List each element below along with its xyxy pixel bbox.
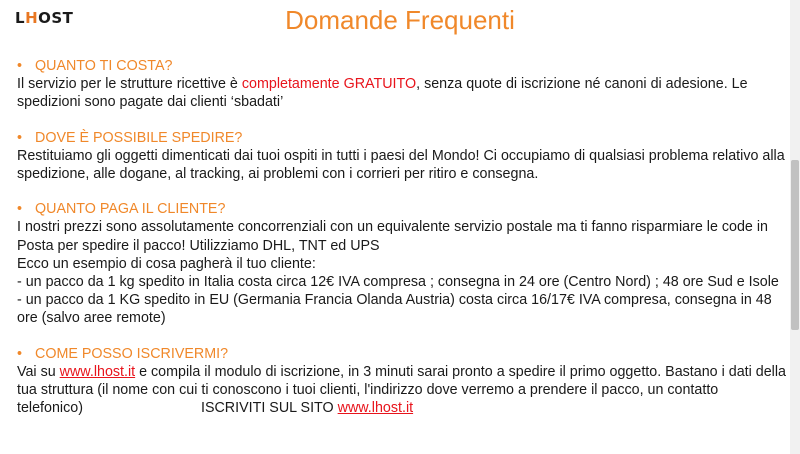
bullet-icon: • bbox=[17, 58, 23, 74]
faq-question: • COME POSSO ISCRIVERMI? bbox=[17, 345, 229, 362]
faq-answer: Restituiamo gli oggetti dimenticati dai tuoi ospiti in tutti i paesi del Mondo! Ci occupiamo di qualsiasi problema relativo alla spedizione, alle dogane, al tracking, ai problemi con i corrieri per ritiro e consegna. bbox=[17, 147, 785, 183]
scrollbar-thumb[interactable] bbox=[791, 160, 799, 330]
faq-question: • QUANTO TI COSTA? bbox=[17, 58, 173, 74]
faq-question: • QUANTO PAGA IL CLIENTE? bbox=[17, 201, 226, 218]
faq-question: • DOVE È POSSIBILE SPEDIRE? bbox=[17, 129, 243, 146]
faq-answer-line: - un pacco da 1 KG spedito in EU (Germania Francia Olanda Austria) costa circa 16/17€ IVA compresa, consegna in 48 ore (salvo aree remote) bbox=[17, 292, 772, 327]
faq-answer: Il servizio per le strutture ricettive è completamente GRATUITO, senza quote di iscrizione né canoni di adesione. Le spedizioni sono pagate dai clienti ‘sbadati’ bbox=[17, 76, 748, 111]
faq-answer-line: Ecco un esempio di cosa pagherà il tuo cliente: bbox=[17, 255, 316, 272]
page-title: Domande Frequenti bbox=[285, 5, 515, 35]
bullet-icon: • bbox=[17, 129, 23, 146]
bullet-icon: • bbox=[17, 201, 23, 218]
site-link[interactable]: www.lhost.it bbox=[59, 363, 136, 380]
bullet-icon: • bbox=[17, 345, 23, 362]
signup-cta: ISCRIVITI SUL SITO www.lhost.it bbox=[200, 400, 414, 417]
faq-list bbox=[17, 57, 787, 417]
faq-answer-line: I nostri prezzi sono assolutamente concorrenziali con un equivalente servizio postale ma ti fanno risparmiare le code in Posta per spedire il pacco! Utilizziamo DHL, TNT ed UPS bbox=[17, 219, 768, 254]
scrollbar[interactable] bbox=[790, 0, 800, 454]
lhost-logo: LHOST bbox=[15, 9, 74, 27]
faq-answer-line: - un pacco da 1 kg spedito in Italia costa circa 12€ IVA compresa ; consegna in 24 ore (Centro Nord) ; 48 ore Sud e Isole bbox=[17, 274, 779, 291]
highlight-text: completamente GRATUITO bbox=[241, 76, 417, 93]
signup-link[interactable]: www.lhost.it bbox=[337, 400, 414, 417]
faq-answer: Vai su www.lhost.it e compila il modulo di iscrizione, in 3 minuti sarai pronto a spedire il primo oggetto. Bastano i dati della tua struttura (il nome con cui ti conoscono i tuoi clienti, l'indirizzo dove verremo a prendere il pacco, un contatto telefonico) ISCRIVITI SUL SITO www.lhost.it bbox=[17, 363, 786, 417]
